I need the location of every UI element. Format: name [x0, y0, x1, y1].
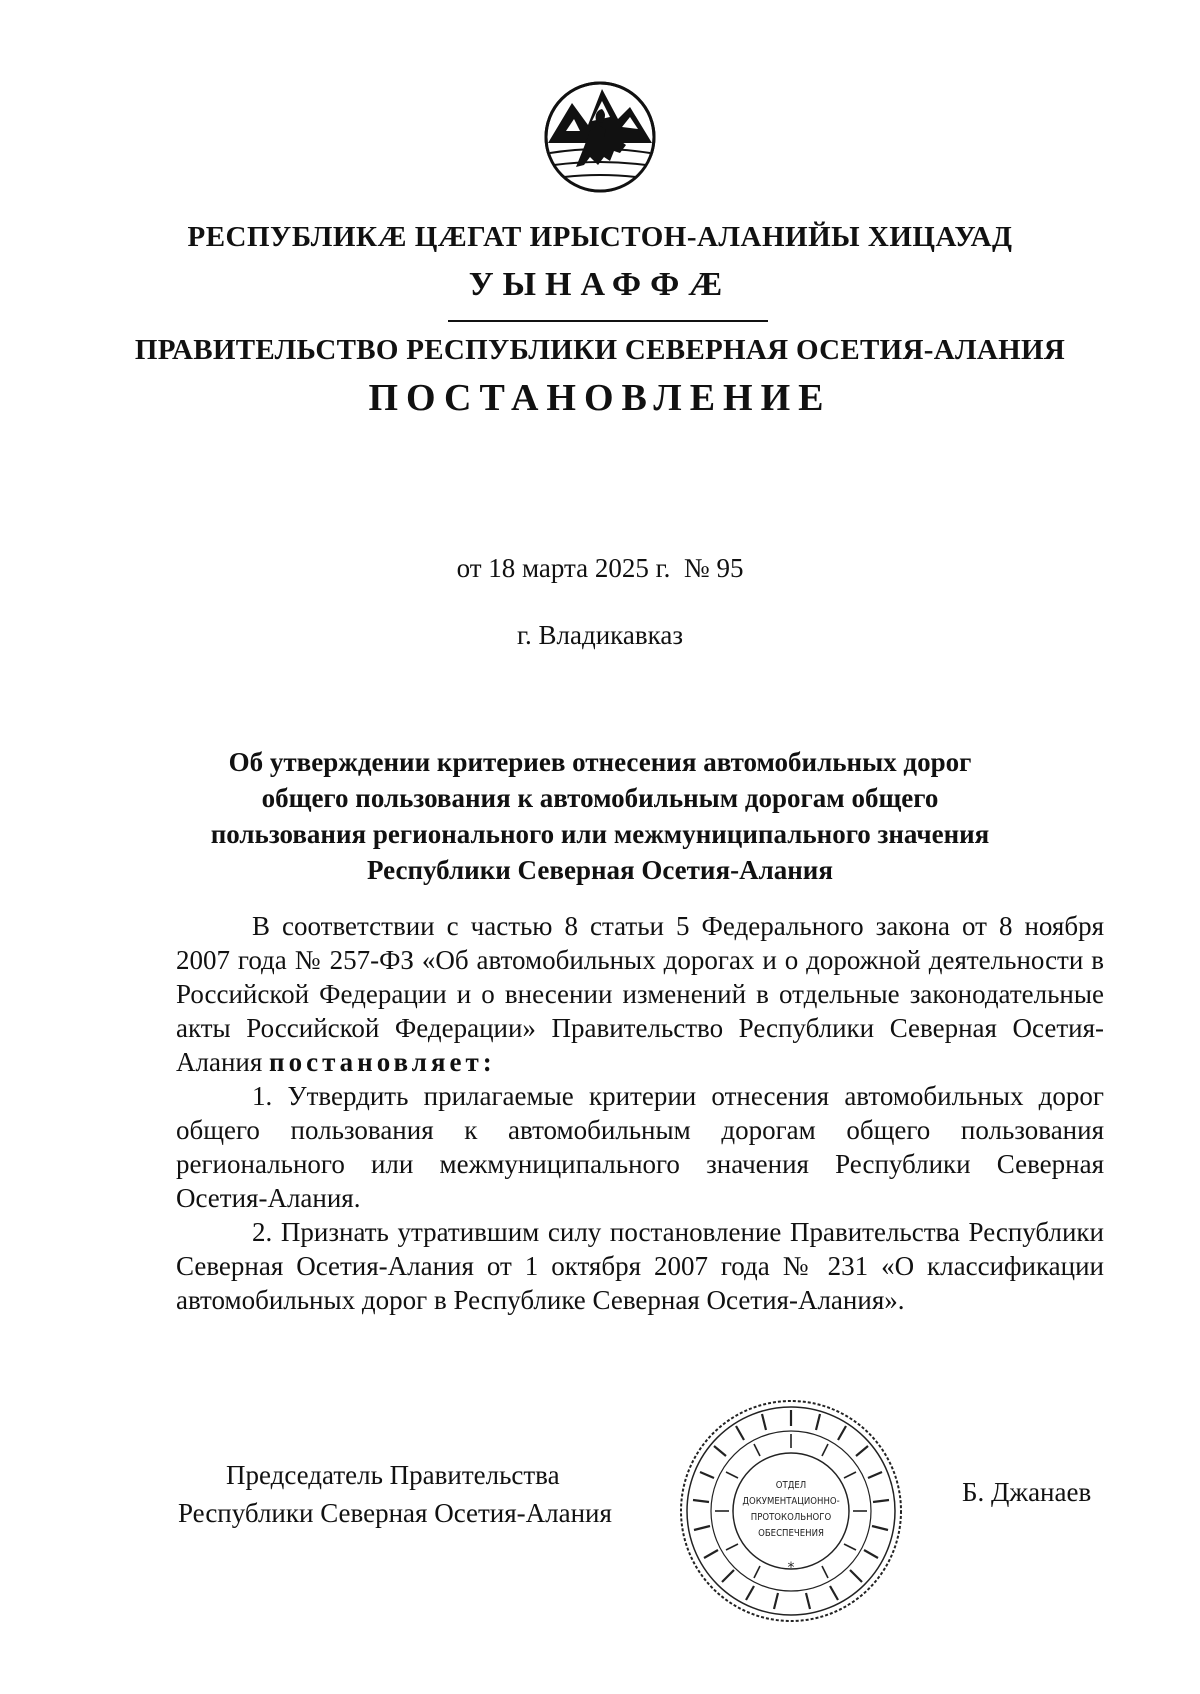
- header-russian-document-type: ПОСТАНОВЛЕНИЕ: [368, 377, 832, 419]
- document-city: г. Владикавказ: [517, 620, 683, 650]
- seal-line-1: ОТДЕЛ: [775, 1480, 807, 1491]
- item-1-paragraph: 1. Утвердить прилагаемые критерии отнесения автомобильных дорог общего пользования к автомобильным дорогам общего пользования регионального или межмуниципального значения Республики Северная Осетия-Алания.: [176, 1081, 1104, 1213]
- item-2-paragraph: 2. Признать утратившим силу постановление Правительства Республики Северная Осетия-Алания от 1 октября 2007 года № 231 «О классификации автомобильных дорог в Республике Северная Осетия-Алания».: [176, 1217, 1104, 1315]
- signatory-position-line-1: Председатель Правительства: [226, 1460, 560, 1490]
- signatory-position-line-2: Республики Северная Осетия-Алания: [178, 1498, 612, 1528]
- seal-line-4: ОБЕСПЕЧЕНИЯ: [758, 1528, 824, 1539]
- preamble-text: В соответствии с частью 8 статьи 5 Федерального закона от 8 ноября 2007 года № 257-ФЗ «Об автомобильных дорогах и о дорожной деятельности в Российской Федерации и о внесении изменений в отдельные законодательные акты Российской Федерации» Правительство Республики Северная Осетия-Алания: [176, 911, 1104, 1077]
- header-ossetian-document-type: УЫНАФФÆ: [468, 266, 732, 303]
- seal-line-3: ПРОТОКОЛЬНОГО: [750, 1512, 832, 1523]
- document-date-number: от 18 марта 2025 г. № 95: [456, 553, 744, 583]
- preamble-paragraph: [176, 909, 1104, 1079]
- header-divider: [448, 320, 768, 322]
- header-ossetian-organization: РЕСПУБЛИКÆ ЦÆГАТ ИРЫСТОН-АЛАНИЙЫ ХИЦАУАД: [187, 221, 1013, 253]
- seal-inner-text: [737, 1478, 845, 1542]
- document-title: Об утверждении критериев отнесения автомобильных дорог общего пользования к автомобильным дорогам общего пользования регионального или межмуниципального значения Республики Северная Осетия-Алания: [210, 747, 990, 885]
- signatory-position: [178, 1456, 612, 1532]
- coat-of-arms-emblem: [544, 81, 656, 193]
- decree-word: постановляет:: [269, 1047, 496, 1077]
- signatory-name: Б. Джанаев: [962, 1477, 1092, 1507]
- seal-line-2: ДОКУМЕНТАЦИОННО-: [742, 1496, 840, 1507]
- document-body: [176, 909, 1104, 1317]
- header-russian-organization: ПРАВИТЕЛЬСТВО РЕСПУБЛИКИ СЕВЕРНАЯ ОСЕТИЯ-АЛАНИЯ: [134, 334, 1066, 366]
- svg-text:*: *: [787, 1560, 795, 1576]
